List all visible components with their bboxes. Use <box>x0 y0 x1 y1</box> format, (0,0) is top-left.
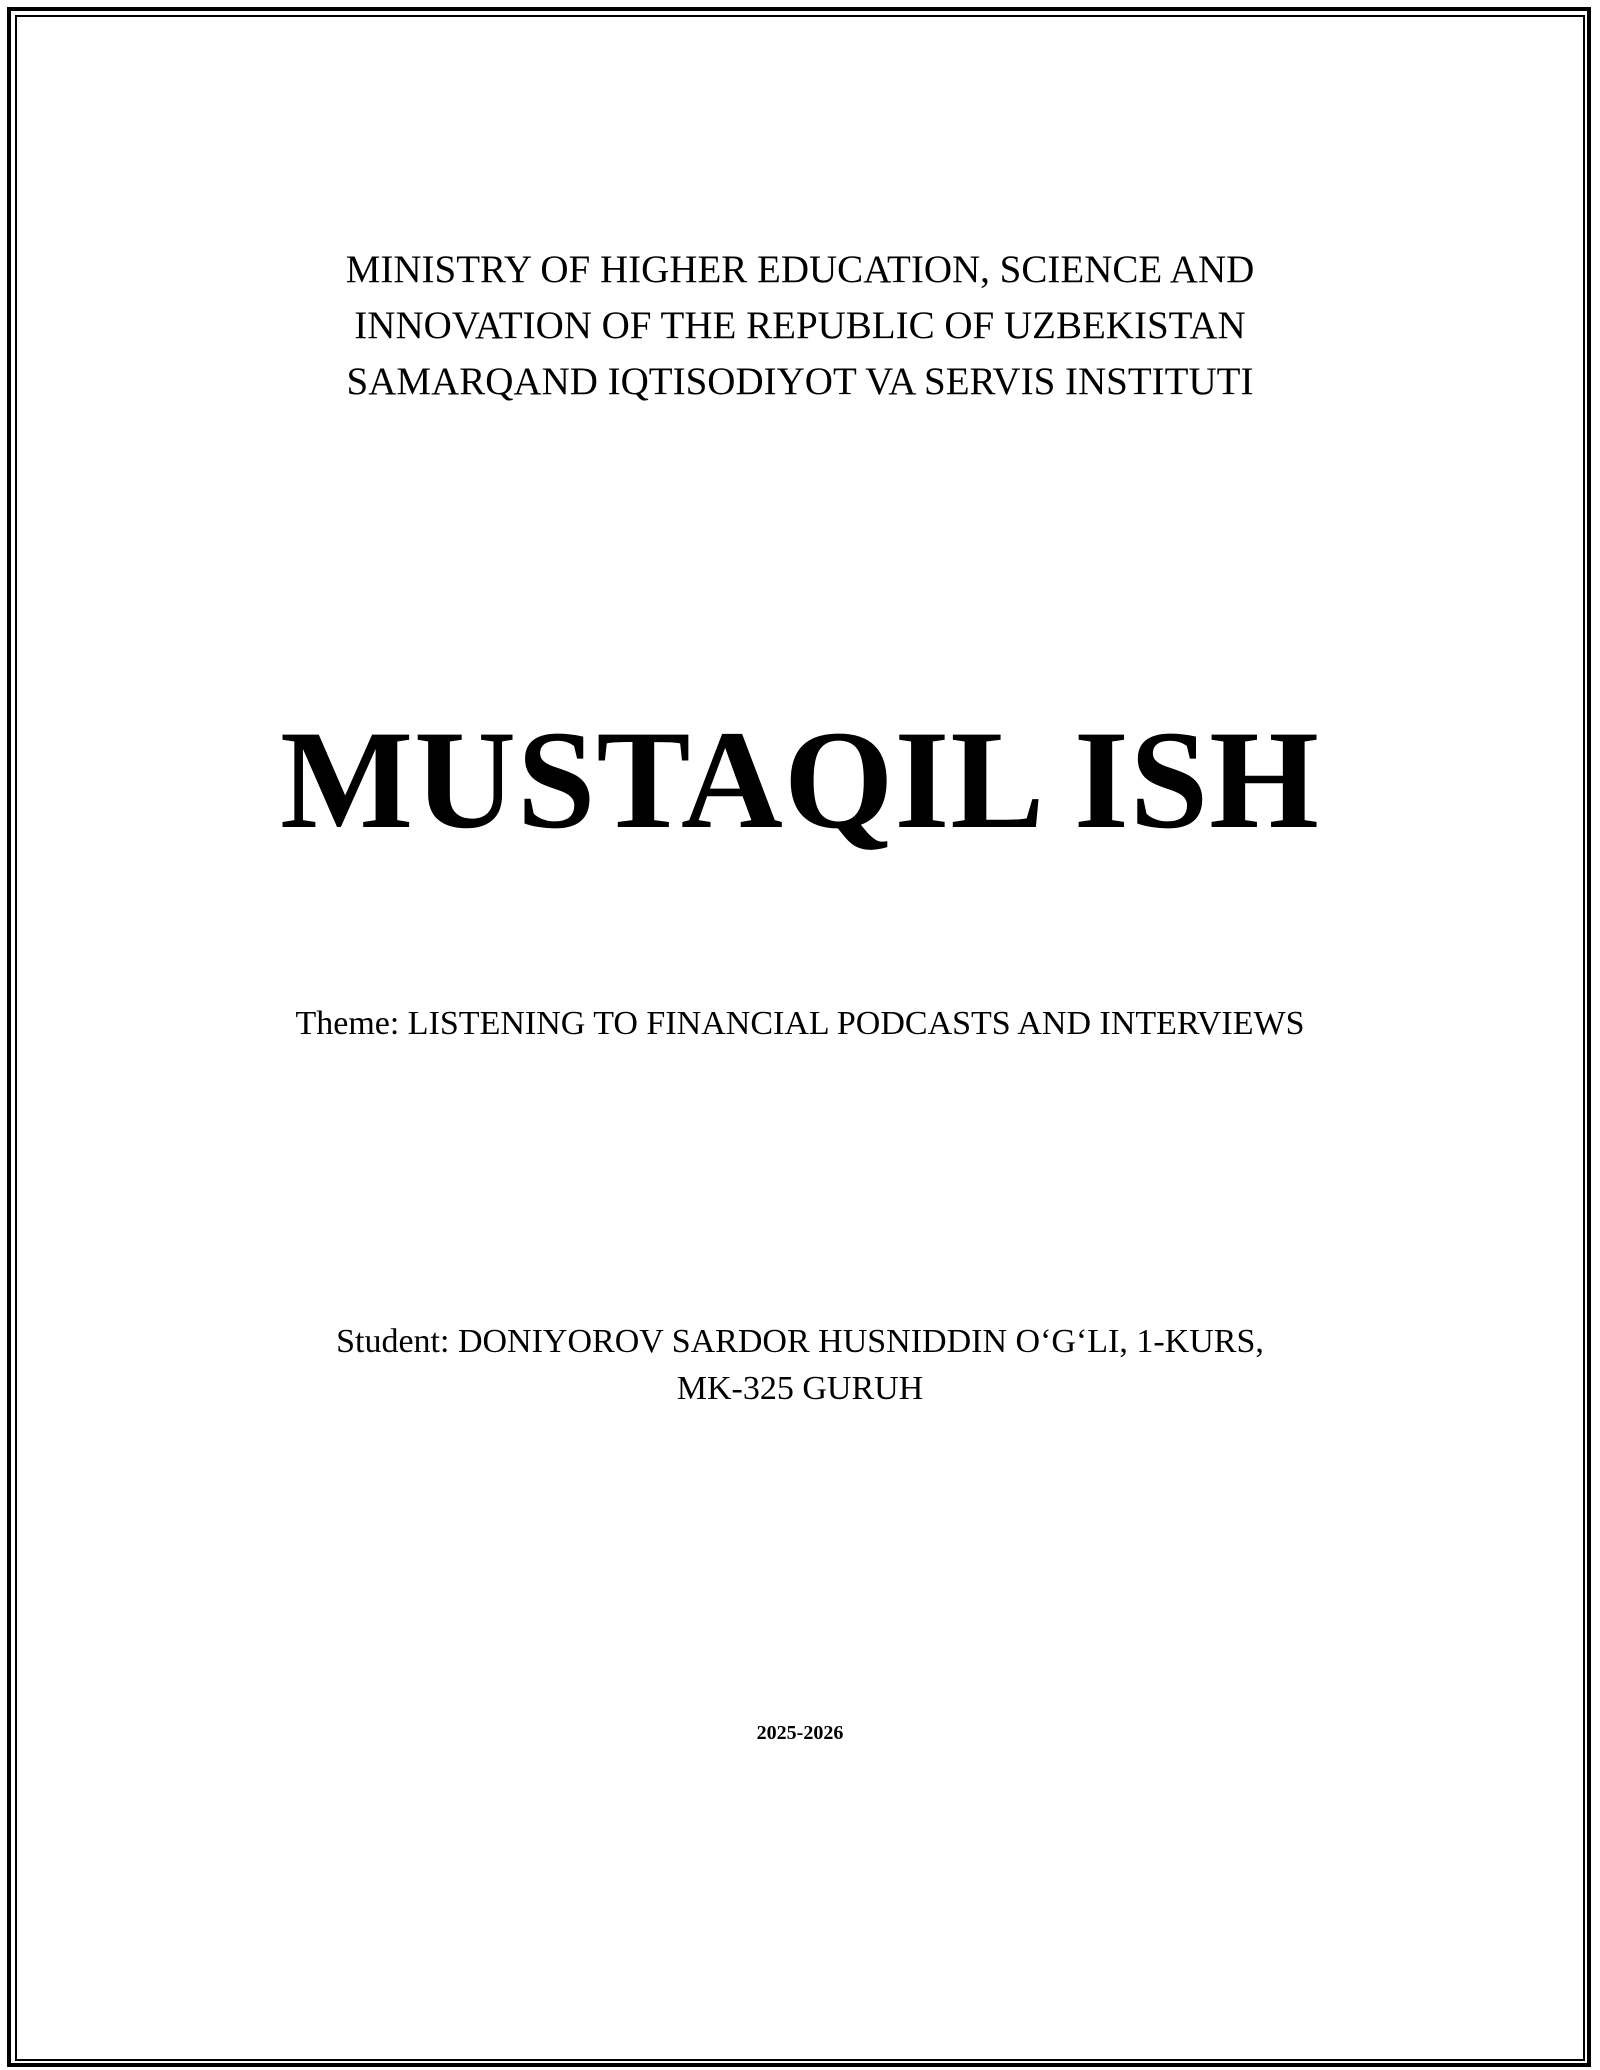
academic-year: 2025-2026 <box>756 1722 844 1744</box>
document-theme: Theme: LISTENING TO FINANCIAL PODCASTS AND INTERVIEWS <box>295 1005 1305 1042</box>
institution-line-2: INNOVATION OF THE REPUBLIC OF UZBEKISTAN <box>354 304 1246 347</box>
student-line-2: MK-325 GURUH <box>676 1370 924 1407</box>
institution-line-3: SAMARQAND IQTISODIYOT VA SERVIS INSTITUTI <box>346 360 1254 403</box>
institution-line-1: MINISTRY OF HIGHER EDUCATION, SCIENCE AND <box>345 248 1255 291</box>
institution-header <box>0 242 1600 410</box>
document-title: MUSTAQIL ISH <box>280 702 1320 858</box>
student-info <box>0 1318 1600 1412</box>
student-line-1: Student: DONIYOROV SARDOR HUSNIDDIN O‘G‘LI, 1-KURS, <box>336 1323 1264 1360</box>
